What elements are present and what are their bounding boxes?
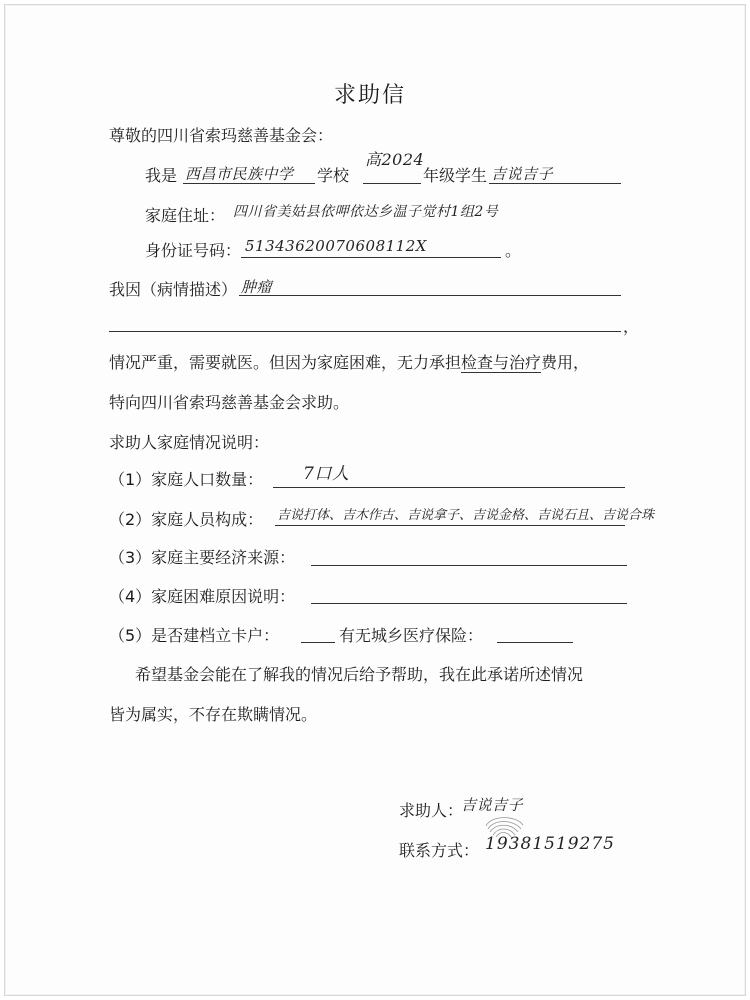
grade-underline	[363, 183, 421, 184]
address-value: 四川省美姑县依呷依达乡温子觉村1组2号	[233, 204, 499, 220]
item4-underline	[311, 603, 627, 604]
item2-value: 吉说打体、吉木作古、吉说拿子、吉说金格、吉说石且、吉说合珠	[277, 508, 655, 523]
contact-value: 19381519275	[485, 834, 615, 854]
school-label: 学校	[317, 166, 350, 185]
id-value: 51343620070608112X	[245, 237, 427, 255]
illness-underline-2	[109, 331, 621, 332]
item2-underline	[275, 525, 625, 526]
school-value: 西昌市民族中学	[185, 165, 294, 183]
line1-prefix: 我是	[145, 166, 178, 185]
signature-value: 吉说吉子	[461, 796, 524, 814]
school-underline	[183, 183, 315, 184]
salutation: 尊敬的四川省索玛慈善基金会：	[109, 126, 334, 145]
id-end: 。	[505, 241, 522, 260]
item5-label-a: （5）是否建档立卡户：	[109, 626, 280, 645]
para-line2: 特向四川省索玛慈善基金会求助。	[109, 393, 350, 412]
illness-underline	[239, 295, 621, 296]
closing-line2: 皆为属实，不存在欺瞒情况。	[109, 705, 318, 724]
family-header: 求助人家庭情况说明：	[109, 433, 270, 452]
id-label: 身份证号码：	[145, 241, 242, 260]
item1-value: 7口人	[303, 464, 350, 484]
item5-underline-a	[301, 642, 335, 643]
illness-value: 肿瘤	[241, 278, 273, 296]
item4-label: （4）家庭困难原因说明：	[109, 587, 296, 606]
page-title: 求助信	[334, 83, 407, 108]
illness-label: 我因（病情描述）	[109, 280, 238, 299]
para-line1	[109, 353, 589, 373]
item3-underline	[311, 565, 627, 566]
para-line1-underlined: 检查与治疗	[461, 353, 542, 372]
item5-label-b: 有无城乡医疗保险：	[339, 626, 484, 645]
contact-label: 联系方式：	[399, 841, 480, 860]
grade-value: 高2024	[365, 150, 425, 169]
id-underline	[241, 257, 501, 258]
para-line1-c: 费用，	[541, 353, 590, 372]
item1-underline	[273, 487, 625, 488]
letter-page	[4, 4, 746, 996]
closing-line1: 希望基金会能在了解我的情况后给予帮助，我在此承诺所述情况	[135, 665, 584, 684]
item5-underline-b	[497, 642, 573, 643]
student-name-value: 吉说吉子	[491, 165, 554, 183]
para-line1-a: 情况严重，需要就医。但因为家庭困难，无力承担	[109, 353, 462, 372]
item2-label: （2）家庭人员构成：	[109, 510, 264, 529]
student-name-underline	[489, 183, 621, 184]
grade-label: 年级学生	[423, 166, 488, 185]
signature-label: 求助人：	[399, 801, 464, 820]
item3-label: （3）家庭主要经济来源：	[109, 548, 296, 567]
item1-label: （1）家庭人口数量：	[109, 470, 264, 489]
illness-comma: ，	[623, 317, 640, 336]
address-label: 家庭住址：	[145, 206, 226, 225]
